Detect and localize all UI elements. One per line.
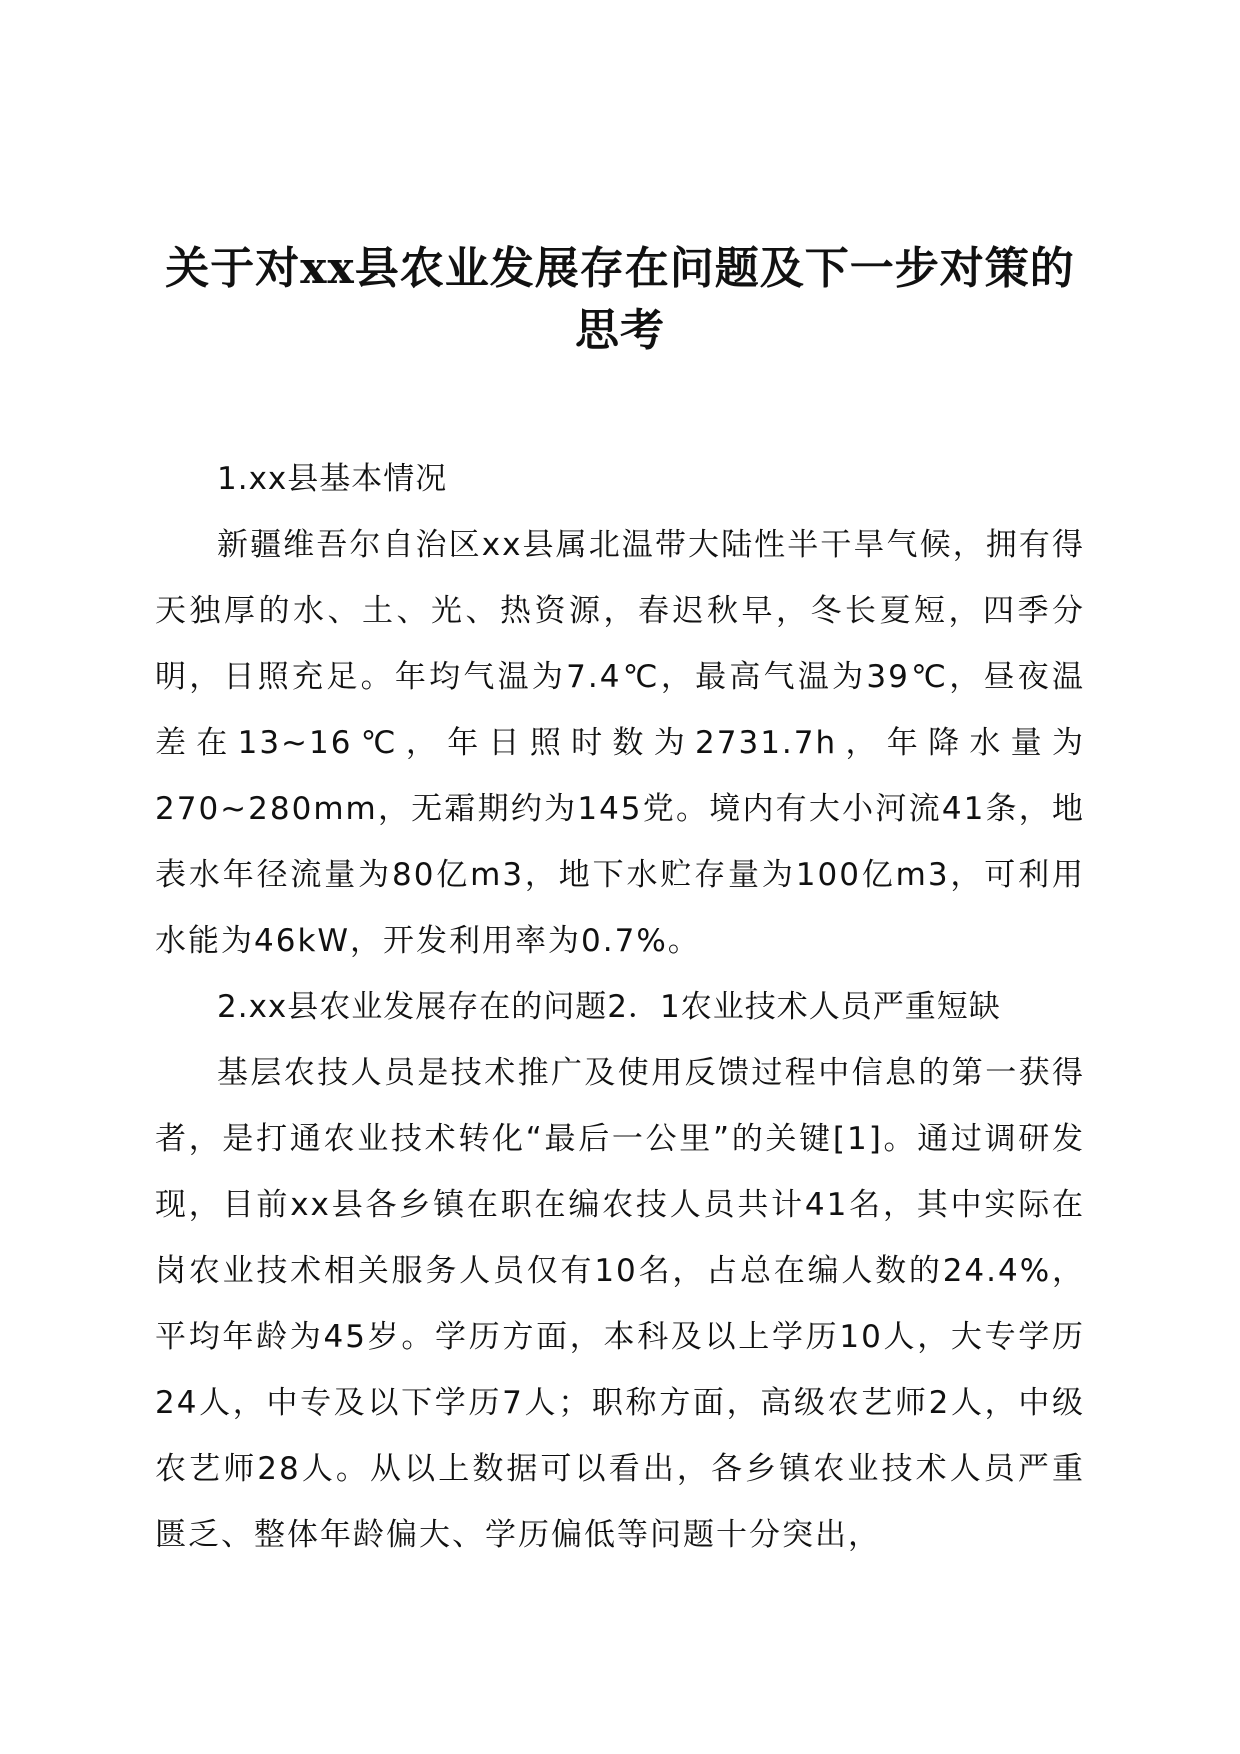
section-heading-basic-info: 1.xx县基本情况 — [217, 461, 448, 497]
document-title: 关于对xx县农业发展存在问题及下一步对策的思考 — [165, 243, 1075, 356]
document-body — [155, 446, 1085, 1568]
paragraph-basic-info: 新疆维吾尔自治区xx县属北温带大陆性半干旱气候，拥有得天独厚的水、土、光、热资源，春迟秋早，冬长夏短，四季分明，日照充足。年均气温为7.4℃，最高气温为39℃，昼夜温差在13~16℃，年日照时数为2731.7h，年降水量为270~280mm，无霜期约为145党。境内有大小河流41条，地表水年径流量为80亿m3，地下水贮存量为100亿m3，可利用水能为46kW，开发利用率为0.7%。 — [155, 527, 1085, 959]
section-heading-problems: 2.xx县农业发展存在的问题2．1农业技术人员严重短缺 — [217, 989, 1001, 1025]
paragraph-technicians: 基层农技人员是技术推广及使用反馈过程中信息的第一获得者，是打通农业技术转化“最后一公里”的关键[1]。通过调研发现，目前xx县各乡镇在职在编农技人员共计41名，其中实际在岗农业技术相关服务人员仅有10名，占总在编人数的24.4%，平均年龄为45岁。学历方面，本科及以上学历10人，大专学历24人，中专及以下学历7人；职称方面，高级农艺师2人，中级农艺师28人。从以上数据可以看出，各乡镇农业技术人员严重匮乏、整体年龄偏大、学历偏低等问题十分突出， — [155, 1055, 1085, 1553]
